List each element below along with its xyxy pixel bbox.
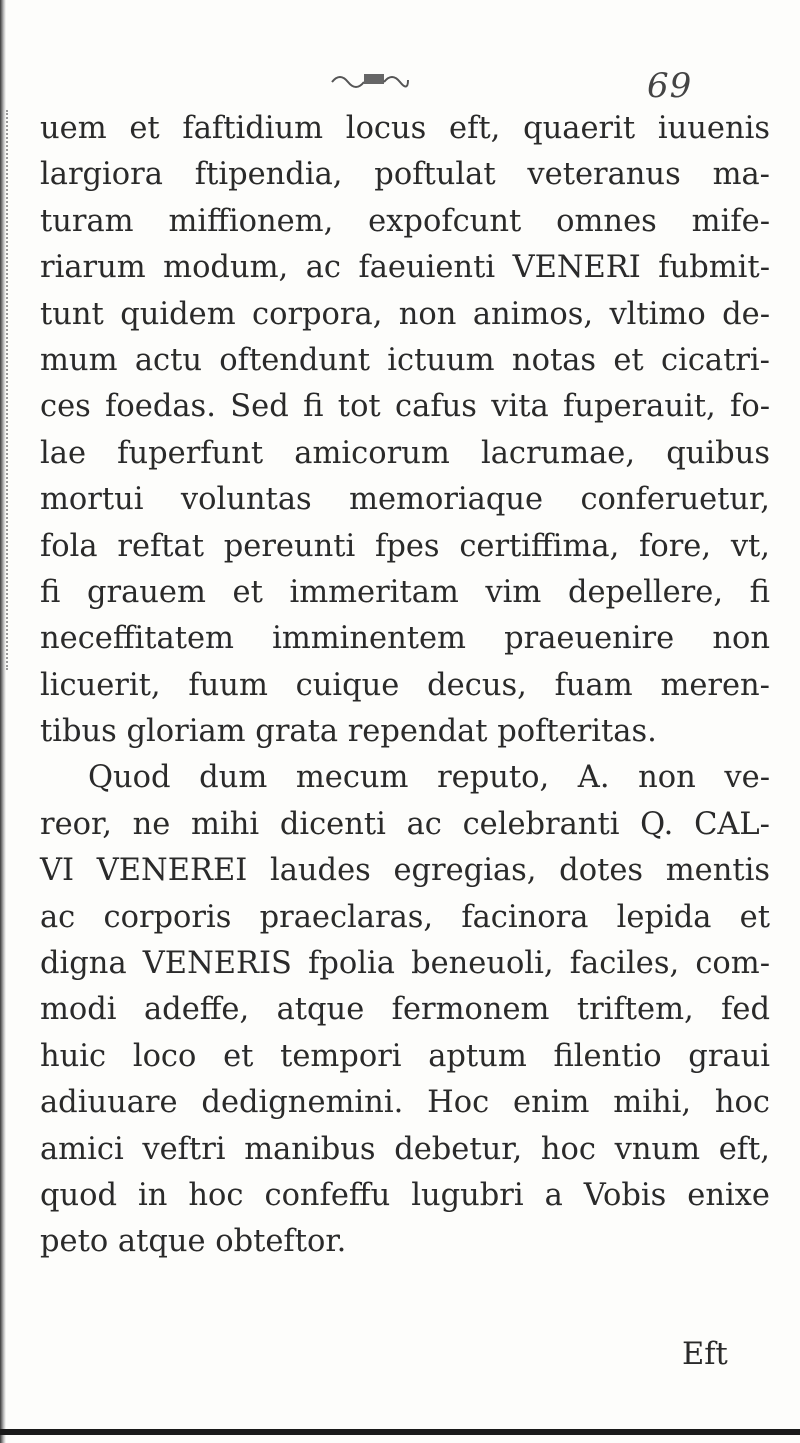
binding-stitch-marks [6, 110, 12, 670]
text-line: mum actu oftendunt ictuum notas et cicatri- [40, 342, 770, 378]
text-line: fola reftat pereunti fpes certiffima, fore, vt, [40, 528, 770, 564]
text-line: ac corporis praeclaras, facinora lepida et [40, 899, 770, 935]
text-line: riarum modum, ac faeuienti VENERI fubmit- [40, 250, 770, 286]
paragraph-start-line: Quod dum mecum reputo, A. non ve- [88, 760, 770, 796]
text-line: lae fuperfunt amicorum lacrumae, quibus [40, 435, 770, 471]
text-line: licuerit, fuum cuique decus, fuam meren- [40, 667, 770, 703]
page-number: 69 [647, 66, 693, 106]
page-bottom-edge [0, 1429, 800, 1435]
text-line: reor, ne mihi dicenti ac celebranti Q. CAL- [40, 806, 770, 842]
text-line: tunt quidem corpora, non animos, vltimo de- [40, 296, 770, 332]
text-line: turam miffionem, expofcunt omnes mife- [40, 203, 770, 239]
text-line: neceffitatem imminentem praeuenire non [40, 621, 770, 657]
text-line: adiuuare dedignemini. Hoc enim mihi, hoc [40, 1085, 770, 1121]
text-line: huic loco et tempori aptum filentio graui [40, 1038, 770, 1074]
text-line: digna VENERIS fpolia beneuoli, faciles, com- [40, 946, 770, 982]
text-line: mortui voluntas memoriaque conferuetur, [40, 482, 770, 518]
text-line: modi adeffe, atque fermonem triftem, fed [40, 992, 770, 1028]
catchword: Eft [682, 1337, 728, 1372]
text-line: tibus gloriam grata rependat pofteritas. [40, 714, 657, 750]
body-text [40, 106, 770, 1266]
text-line: fi grauem et immeritam vim depellere, fi [40, 574, 770, 610]
headpiece-ornament-icon [330, 70, 410, 88]
text-line: quod in hoc confeffu lugubri a Vobis enixe [40, 1177, 770, 1213]
text-line: largiora ftipendia, poftulat veteranus ma- [40, 157, 770, 193]
text-line: uem et faftidium locus eft, quaerit iuuenis [40, 111, 770, 146]
text-line: amici veftri manibus debetur, hoc vnum eft, [40, 1131, 770, 1167]
text-line: ces foedas. Sed fi tot cafus vita fuperauit, fo- [40, 389, 770, 425]
text-line: peto atque obteftor. [40, 1224, 347, 1260]
text-line: VI VENEREI laudes egregias, dotes mentis [40, 853, 770, 889]
